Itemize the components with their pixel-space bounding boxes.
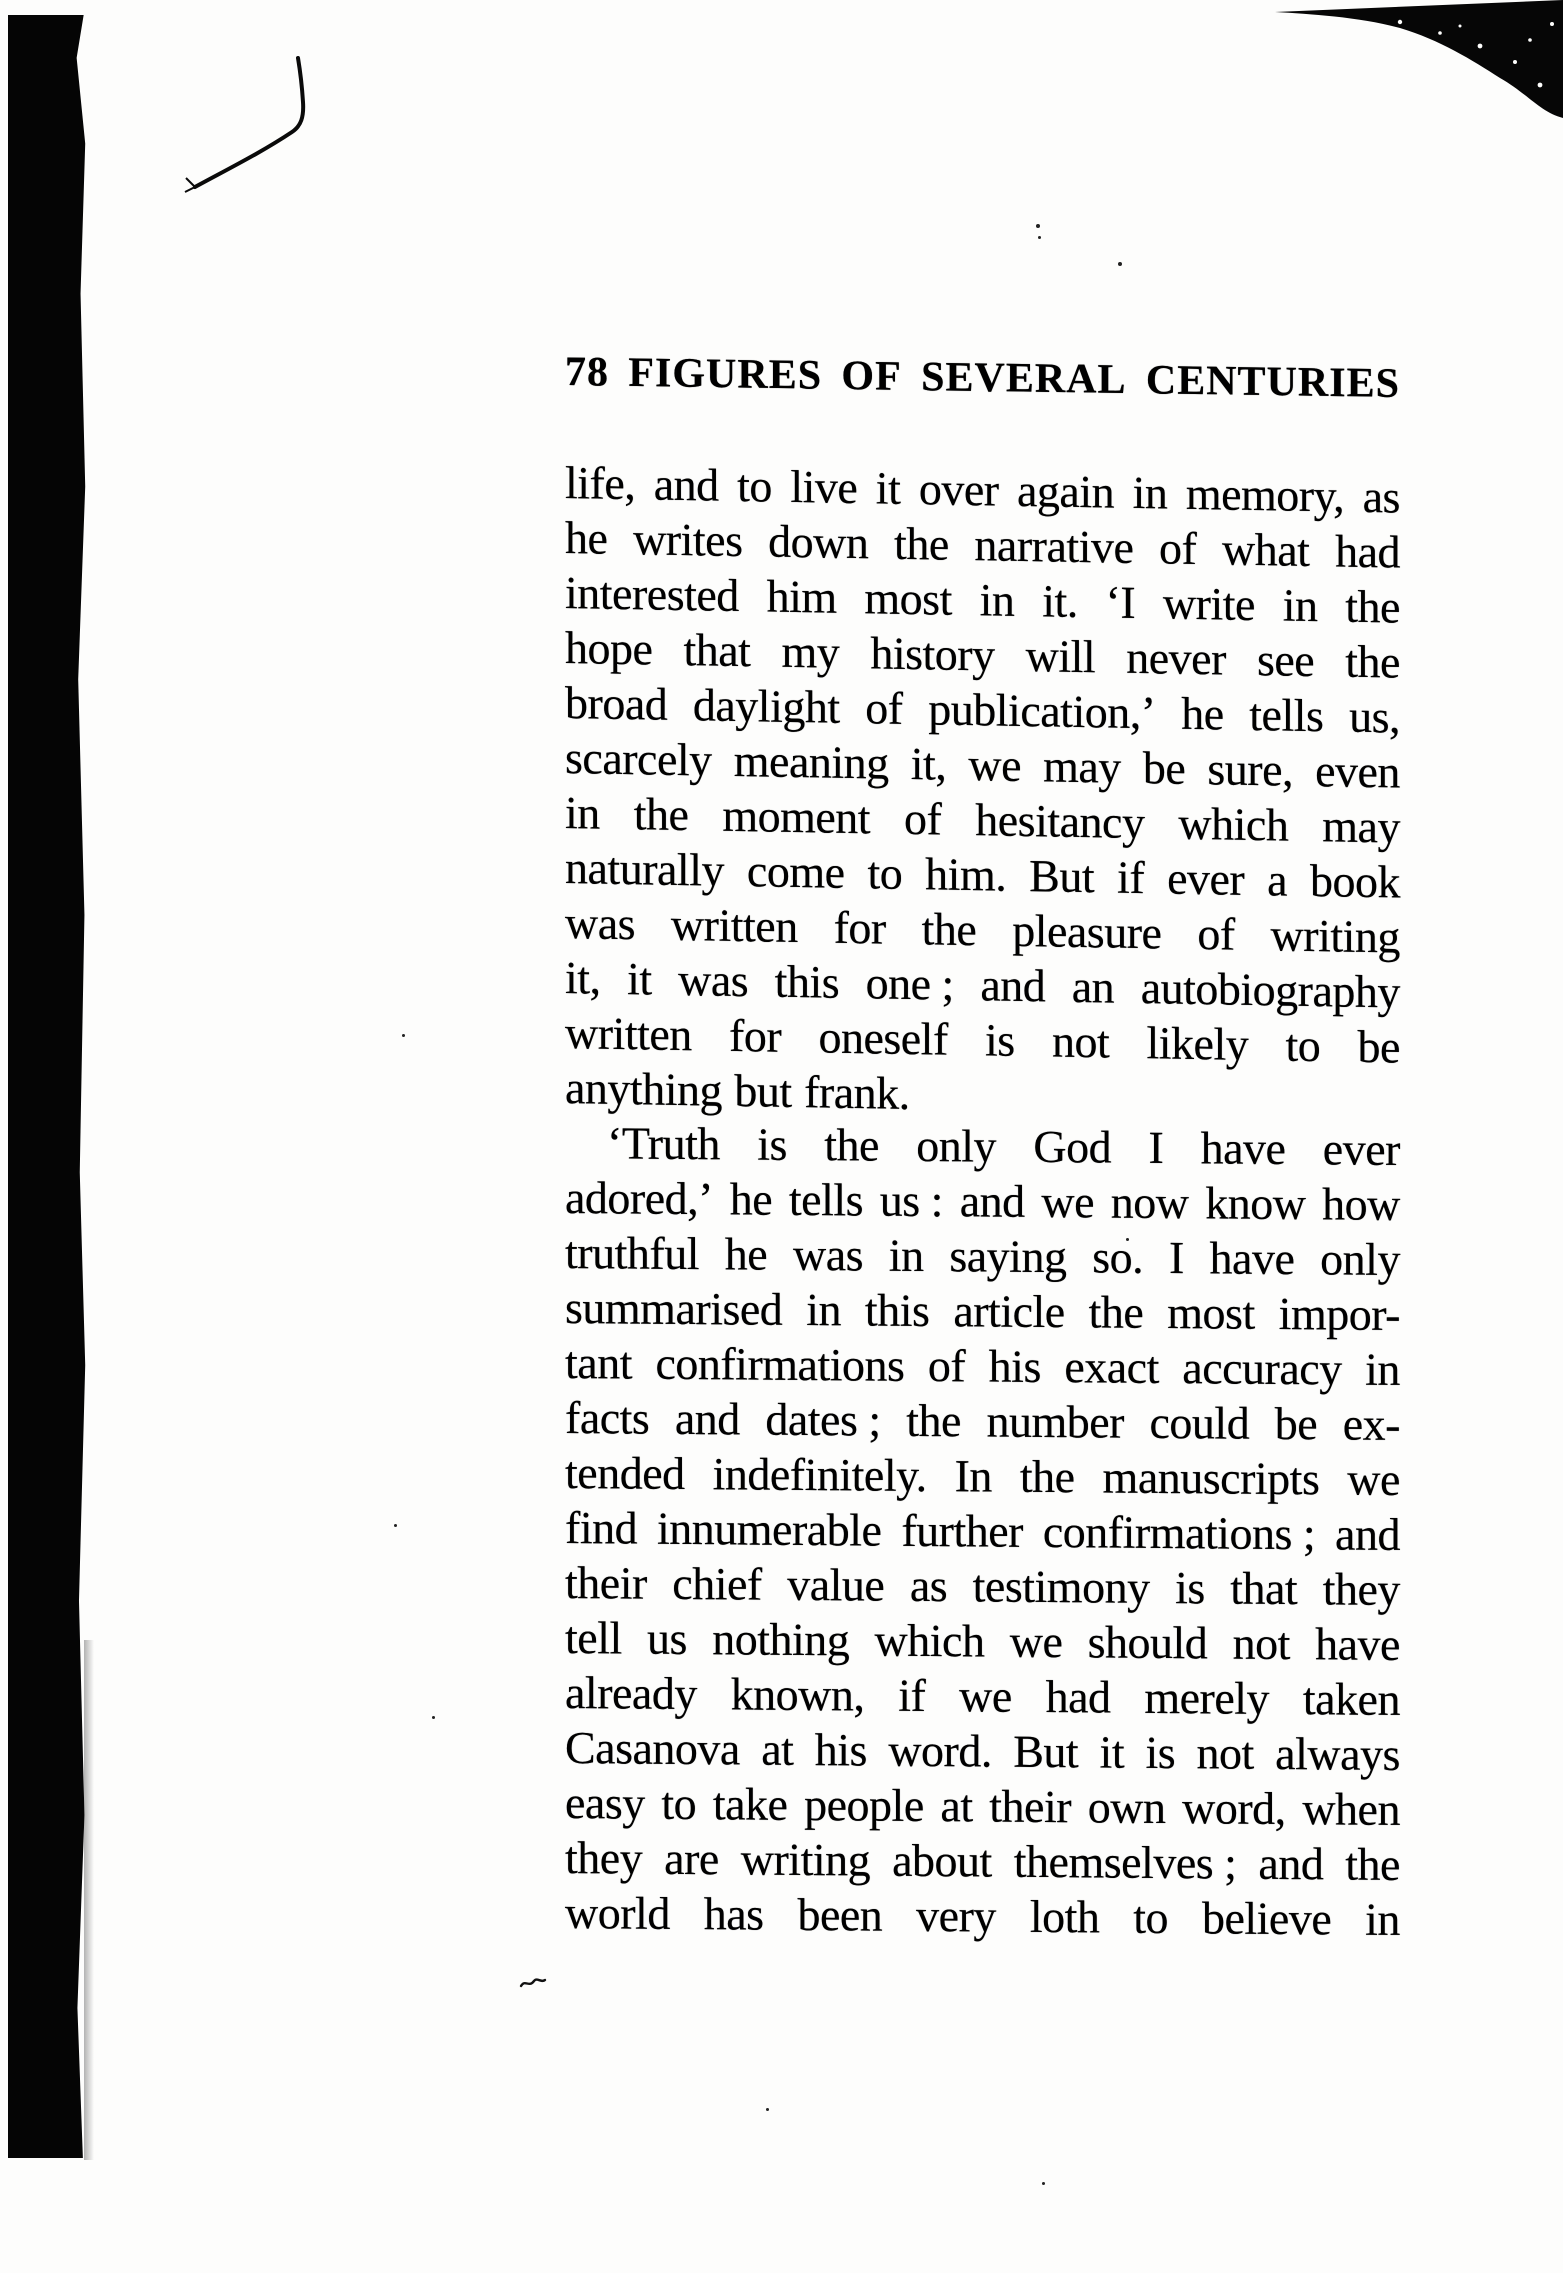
- text-line: [565, 1335, 1400, 1397]
- word: it: [1099, 1726, 1125, 1778]
- text-line: [565, 1885, 1400, 1947]
- word: is: [1175, 1562, 1205, 1614]
- word: their: [989, 1780, 1072, 1833]
- word: we: [968, 739, 1022, 791]
- word: world: [565, 1887, 670, 1939]
- word: for: [833, 901, 886, 954]
- word: of: [904, 792, 942, 845]
- word: daylight: [692, 679, 840, 733]
- word: an: [1071, 960, 1115, 1013]
- word: to: [1133, 1891, 1169, 1944]
- word: the: [1345, 1838, 1400, 1890]
- word: in: [1365, 1893, 1400, 1945]
- word: in: [806, 1284, 841, 1336]
- page-header: [565, 345, 1400, 412]
- word: not: [1051, 1015, 1110, 1068]
- word: only: [1320, 1233, 1400, 1285]
- word: already: [565, 1667, 697, 1720]
- word: memory,: [1185, 467, 1345, 522]
- word: they: [565, 1832, 643, 1884]
- word: most: [1167, 1287, 1255, 1339]
- word: is: [757, 1118, 787, 1170]
- word: him: [766, 570, 837, 623]
- word: as: [909, 1559, 948, 1612]
- word: hope: [565, 622, 653, 675]
- text-line: [565, 1555, 1400, 1617]
- word: hesitancy: [975, 794, 1145, 849]
- word: it,: [910, 738, 947, 790]
- word: ex-: [1342, 1398, 1400, 1450]
- scan-noise-dot: [1038, 236, 1041, 239]
- text-block: [565, 345, 1400, 1945]
- text-line: [565, 1390, 1400, 1452]
- word: of: [927, 1340, 966, 1392]
- word: manuscripts: [1102, 1451, 1320, 1505]
- word: when: [1302, 1783, 1400, 1835]
- word: and: [959, 1175, 1025, 1227]
- word: article: [953, 1285, 1065, 1338]
- word: testimony: [972, 1560, 1150, 1613]
- word: was: [678, 953, 749, 1007]
- text-line: [565, 1280, 1400, 1342]
- word: and: [1335, 1508, 1400, 1560]
- word: this: [864, 1284, 930, 1337]
- word: to: [737, 460, 772, 512]
- word: autobiography: [1140, 962, 1400, 1018]
- word: tells: [1249, 688, 1324, 742]
- text-line: [565, 1665, 1400, 1727]
- word: even: [1315, 745, 1400, 798]
- word: was: [792, 1228, 864, 1281]
- word: scarcely: [565, 732, 712, 786]
- word: it: [875, 462, 901, 514]
- word: could: [1149, 1396, 1250, 1449]
- word: will: [1025, 630, 1096, 683]
- word: a: [1267, 854, 1288, 906]
- page-number: 78: [565, 349, 609, 396]
- word: anything: [565, 1062, 722, 1116]
- word: facts: [565, 1392, 650, 1444]
- word: word,: [1182, 1782, 1286, 1835]
- header-word: SEVERAL: [921, 354, 1127, 404]
- word: us :: [879, 1174, 943, 1227]
- word: summarised: [565, 1282, 783, 1335]
- word: writing: [740, 1833, 871, 1886]
- header-word: CENTURIES: [1145, 357, 1400, 407]
- word: the: [906, 1394, 961, 1447]
- word: not: [1196, 1727, 1254, 1779]
- word: tells: [788, 1173, 864, 1226]
- word: to: [1285, 1019, 1321, 1072]
- word: ‘I: [1105, 576, 1136, 628]
- word: nothing: [712, 1613, 850, 1666]
- word: live: [790, 460, 858, 514]
- word: writes: [633, 513, 743, 567]
- word: meaning: [733, 734, 889, 789]
- scan-noise-dot: [1042, 2182, 1045, 2185]
- word: own: [1087, 1781, 1166, 1834]
- word: themselves ;: [1013, 1835, 1237, 1889]
- word: in: [1365, 1343, 1400, 1395]
- word: in: [1282, 579, 1318, 632]
- word: his: [814, 1724, 867, 1776]
- word: for: [729, 1009, 782, 1062]
- word: further: [901, 1504, 1023, 1557]
- page-corner-shadow: [1100, 0, 1563, 130]
- word: easy: [565, 1777, 645, 1829]
- word: how: [1322, 1178, 1400, 1230]
- scan-noise-dot: [1036, 224, 1040, 228]
- word: frank.: [804, 1066, 910, 1120]
- word: again: [1017, 464, 1115, 518]
- word: was: [565, 897, 636, 950]
- scan-noise-dot: [766, 2108, 769, 2111]
- word: truthful: [565, 1227, 699, 1280]
- word: believe: [1201, 1892, 1332, 1945]
- word: we: [959, 1670, 1012, 1722]
- word: interested: [565, 567, 739, 622]
- ink-squiggle-mark: [518, 1975, 548, 1993]
- word: dates ;: [765, 1393, 881, 1446]
- text-line: [565, 1445, 1400, 1507]
- word: the: [1019, 1450, 1075, 1503]
- word: the: [824, 1119, 879, 1171]
- word: my: [781, 625, 840, 678]
- word: he: [729, 1173, 773, 1225]
- word: and: [674, 1392, 740, 1445]
- word: have: [1209, 1232, 1295, 1285]
- paragraph: [565, 455, 1400, 1130]
- word: pleasure: [1012, 904, 1162, 959]
- scan-edge-haze: [84, 1640, 94, 2160]
- text-line: [565, 1610, 1400, 1672]
- text-line: [565, 1170, 1400, 1232]
- word: broad: [565, 677, 668, 730]
- word: number: [986, 1395, 1124, 1448]
- word: take: [712, 1778, 788, 1830]
- header-word: OF: [841, 352, 902, 400]
- scan-noise-dot: [394, 1524, 397, 1527]
- word: exact: [1064, 1341, 1159, 1393]
- word: naturally: [565, 842, 724, 896]
- word: their: [565, 1557, 647, 1609]
- word: us: [647, 1612, 687, 1665]
- word: write: [1162, 577, 1255, 631]
- word: he: [724, 1228, 768, 1280]
- word: if: [1117, 851, 1145, 904]
- word: very: [916, 1889, 996, 1942]
- text-line: [565, 1830, 1400, 1892]
- text-line: [565, 1225, 1400, 1287]
- word: been: [797, 1888, 883, 1941]
- word: narrative: [974, 519, 1134, 573]
- word: loth: [1029, 1890, 1100, 1943]
- word: God: [1033, 1120, 1112, 1173]
- word: the: [921, 903, 977, 956]
- paragraph: [565, 1115, 1400, 1947]
- word: about: [892, 1834, 992, 1887]
- word: now: [1110, 1176, 1189, 1229]
- word: to: [867, 847, 903, 899]
- word: known,: [730, 1668, 865, 1721]
- word: written: [565, 1007, 692, 1061]
- word: book: [1310, 855, 1400, 908]
- word: that: [1230, 1562, 1298, 1615]
- word: moment: [722, 789, 871, 844]
- word: value: [787, 1558, 885, 1611]
- word: In: [954, 1450, 992, 1502]
- text-line: [565, 1775, 1400, 1837]
- word: it: [627, 953, 652, 1005]
- word: this: [774, 955, 840, 1008]
- word: oneself: [818, 1011, 948, 1065]
- word: had: [1045, 1671, 1111, 1723]
- word: come: [746, 845, 845, 898]
- header-word: FIGURES: [628, 349, 823, 399]
- word: know: [1205, 1177, 1306, 1230]
- word: at: [940, 1780, 973, 1832]
- word: his: [988, 1340, 1041, 1392]
- word: of: [1159, 522, 1197, 575]
- word: if: [898, 1669, 926, 1722]
- word: which: [874, 1614, 985, 1667]
- scan-noise-dot: [402, 1034, 405, 1037]
- word: have: [1200, 1122, 1286, 1175]
- word: only: [916, 1119, 997, 1172]
- word: publication,’: [928, 683, 1156, 739]
- text-line: [565, 1500, 1400, 1562]
- word: written: [670, 898, 798, 953]
- word: we: [1009, 1615, 1063, 1668]
- word: tant: [565, 1337, 632, 1389]
- word: accuracy: [1182, 1342, 1342, 1395]
- word: innumerable: [657, 1502, 882, 1556]
- word: writing: [1270, 909, 1400, 963]
- word: chief: [672, 1557, 762, 1610]
- word: be: [1274, 1397, 1318, 1450]
- word: is: [985, 1014, 1015, 1066]
- word: may: [1043, 740, 1121, 793]
- word: it,: [565, 952, 601, 1004]
- word: always: [1275, 1727, 1400, 1780]
- word: most: [864, 572, 952, 625]
- word: and: [653, 458, 719, 511]
- word: of: [865, 682, 903, 734]
- word: the: [1345, 580, 1400, 633]
- word: saying: [949, 1230, 1067, 1283]
- word: in: [1132, 466, 1168, 519]
- word: what: [1222, 523, 1310, 576]
- word: which: [1178, 797, 1289, 851]
- word: tell: [565, 1612, 622, 1664]
- word: confirmations ;: [1042, 1506, 1316, 1560]
- word: indefinitely.: [712, 1448, 927, 1502]
- word: I: [1168, 1232, 1184, 1284]
- word: impor-: [1278, 1287, 1400, 1340]
- pen-stroke-mark: [140, 38, 330, 208]
- word: is: [1145, 1726, 1176, 1779]
- word: Casanova: [565, 1722, 740, 1775]
- word: confirmations: [655, 1337, 905, 1391]
- word: they: [1322, 1563, 1400, 1615]
- word: him.: [925, 848, 1007, 901]
- text-line: [565, 1115, 1400, 1177]
- word: at: [761, 1723, 794, 1775]
- word: the: [1345, 635, 1400, 688]
- word: and: [980, 959, 1046, 1012]
- word: be: [1357, 1020, 1400, 1073]
- word: in: [565, 787, 600, 839]
- word: ever: [1322, 1123, 1400, 1175]
- word: down: [768, 515, 869, 569]
- word: have: [1315, 1618, 1400, 1670]
- word: we: [1041, 1175, 1094, 1228]
- word: of: [1197, 908, 1235, 960]
- word: sure,: [1207, 743, 1294, 796]
- word: are: [664, 1832, 719, 1885]
- word: us,: [1349, 690, 1400, 743]
- scan-noise-dot: [432, 1716, 435, 1719]
- word: the: [633, 788, 689, 841]
- word: over: [918, 463, 999, 516]
- word: he: [565, 512, 608, 564]
- word: the: [1088, 1286, 1144, 1338]
- word: likely: [1146, 1017, 1249, 1070]
- word: taken: [1302, 1673, 1400, 1725]
- word: to: [661, 1777, 697, 1830]
- word: merely: [1144, 1671, 1270, 1724]
- word: has: [703, 1888, 764, 1940]
- word: see: [1256, 634, 1315, 687]
- word: people: [804, 1779, 924, 1832]
- word: history: [870, 627, 995, 681]
- word: in: [979, 574, 1015, 626]
- word: he: [1181, 687, 1224, 740]
- word: tended: [565, 1447, 685, 1500]
- word: But: [1029, 850, 1095, 903]
- word: as: [1362, 470, 1400, 523]
- word: find: [565, 1502, 638, 1554]
- word: so.: [1092, 1231, 1144, 1283]
- word: the: [894, 517, 949, 570]
- text-line: [565, 1720, 1400, 1782]
- word: never: [1126, 631, 1226, 685]
- scan-edge-bar: [8, 15, 86, 2158]
- scan-noise-dot: [1118, 262, 1122, 266]
- word: may: [1322, 800, 1400, 853]
- word: But: [1013, 1725, 1079, 1778]
- word: but: [734, 1064, 792, 1117]
- word: not: [1232, 1617, 1290, 1670]
- word: ‘Truth: [607, 1117, 720, 1170]
- word: ever: [1167, 852, 1245, 905]
- word: life,: [565, 457, 636, 510]
- word: in: [888, 1229, 924, 1282]
- word: one ;: [865, 957, 954, 1010]
- word: we: [1347, 1453, 1400, 1505]
- word: and: [1258, 1837, 1324, 1890]
- word: be: [1142, 742, 1186, 794]
- word: that: [683, 624, 751, 677]
- word: it.: [1042, 575, 1078, 627]
- word: adored,’: [565, 1172, 713, 1225]
- word: should: [1087, 1616, 1208, 1669]
- word: word.: [888, 1724, 992, 1777]
- word: had: [1335, 525, 1400, 578]
- word: I: [1148, 1121, 1164, 1174]
